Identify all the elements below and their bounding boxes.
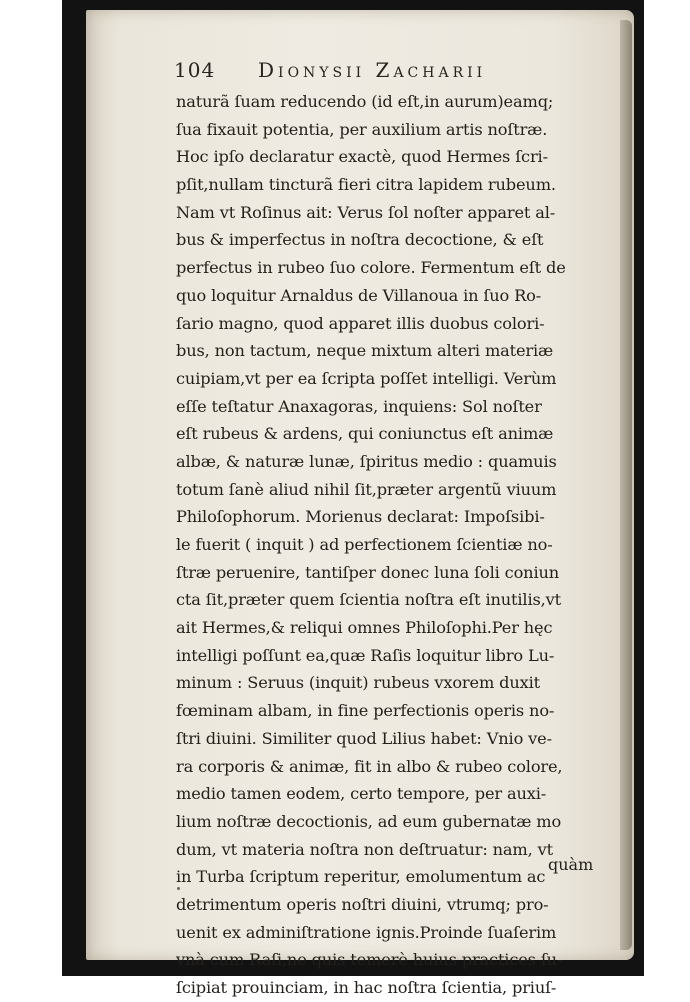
body-text: [176, 88, 606, 1002]
text-line: ſtræ peruenire, tantiſper donec luna ſoli coniun: [176, 562, 560, 582]
text-line: Hoc ipſo declaratur exactè, quod Hermes ſcri-: [176, 147, 548, 167]
text-line: albæ, & naturæ lunæ, ſpiritus medio : quamuis: [176, 451, 557, 471]
text-line: detrimentum operis noſtri diuini, vtrumq; pro-: [176, 894, 549, 914]
text-line: ſcipiat prouinciam, in hac noſtra ſcientia, priuſ-: [176, 978, 557, 997]
text-line: bus & imperfectus in noſtra decoctione, & eſt: [176, 230, 544, 250]
text-line: medio tamen eodem, certo tempore, per auxi-: [176, 784, 547, 804]
text-line: ſtri diuini. Similiter quod Lilius habet: Vnio ve-: [176, 728, 552, 748]
text-line: fœminam albam, in fine perfectionis operis no-: [176, 701, 555, 721]
catchword: quàm: [548, 855, 594, 874]
text-line: Nam vt Roſinus ait: Verus ſol noſter apparet al-: [176, 202, 556, 222]
page-number: 104: [174, 58, 216, 82]
page-header: [174, 58, 604, 88]
text-line: in Turba ſcriptum reperitur, emolumentum ac: [176, 867, 546, 887]
running-head: Dionysii Zacharii: [258, 58, 487, 82]
text-line: Philoſophorum. Morienus declarat: Impoſsibi-: [176, 507, 545, 527]
text-line: ſua fixauit potentia, per auxilium artis noſtræ.: [176, 119, 548, 139]
ink-speck: [177, 887, 180, 890]
text-line: ſario magno, quod apparet illis duobus colori-: [176, 313, 545, 333]
text-line: minum : Seruus (inquit) rubeus vxorem duxit: [176, 673, 540, 693]
text-line: quo loquitur Arnaldus de Villanoua in ſuo Ro-: [176, 285, 542, 305]
text-line: ait Hermes,& reliqui omnes Philoſophi.Per hęc: [176, 618, 553, 638]
text-line: intelligi poſſunt ea,quæ Raſis loquitur libro Lu-: [176, 645, 555, 665]
text-line: lium noſtræ decoctionis, ad eum gubernatæ mo: [176, 811, 562, 831]
text-line: naturã ſuam reducendo (id eſt,in aurum)eamq;: [176, 92, 554, 111]
text-line: dum, vt materia noſtra non deſtruatur: nam, vt: [176, 839, 553, 859]
text-line: eſt rubeus & ardens, qui coniunctus eſt animæ: [176, 424, 554, 444]
text-line: eſſe teſtatur Anaxagoras, inquiens: Sol noſter: [176, 396, 542, 416]
text-line: uenit ex adminiſtratione ignis.Proinde ſuaſerim: [176, 922, 557, 942]
text-line: totum ſanè aliud nihil ſit,præter argentũ viuum: [176, 479, 557, 499]
text-line: bus, non tactum, neque mixtum alteri materiæ: [176, 341, 554, 361]
text-line: vnà cum Raſi,ne quis temerè huius practices ſu-: [176, 950, 563, 970]
text-line: cta ſit,præter quem ſcientia noſtra eſt inutilis,vt: [176, 590, 561, 610]
text-line: ra corporis & animæ, fit in albo & rubeo colore,: [176, 756, 563, 776]
text-line: perfectus in rubeo ſuo colore. Fermentum eſt de: [176, 258, 566, 278]
text-line: pſit,nullam tincturã fieri citra lapidem rubeum.: [176, 175, 556, 195]
text-line: le fuerit ( inquit ) ad perfectionem ſcientiæ no-: [176, 535, 553, 554]
page-edge: [620, 20, 632, 950]
text-line: cuipiam,vt per ea ſcripta poſſet intelligi. Verùm: [176, 368, 557, 388]
